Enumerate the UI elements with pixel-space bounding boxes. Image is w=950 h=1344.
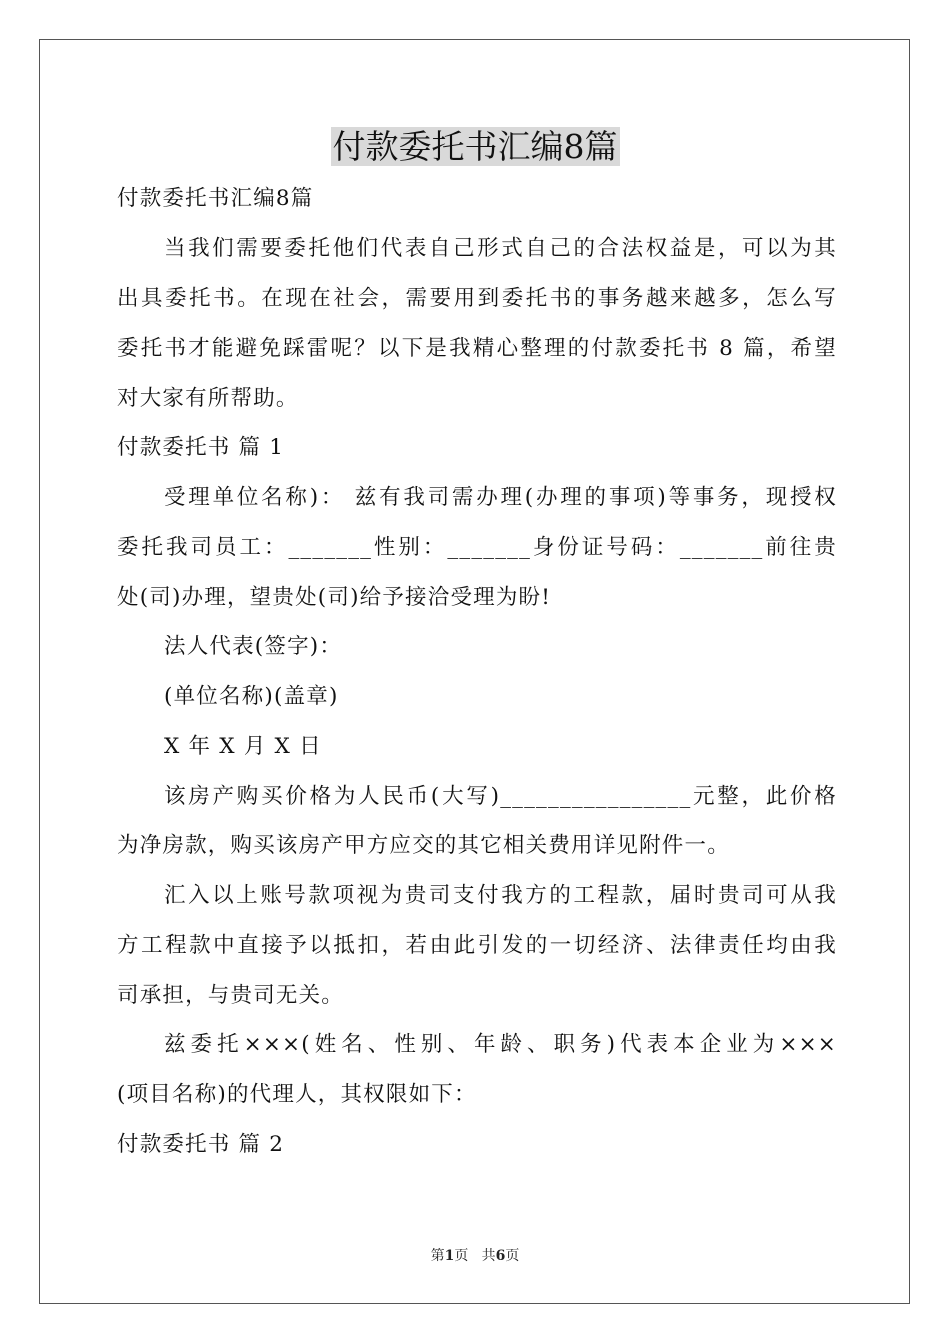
body-line: 兹委托×××(姓名、性别、年龄、职务)代表本企业为××× (164, 1032, 837, 1057)
section-heading-2: 付款委托书 篇 2 (117, 1132, 285, 1157)
body-line: 委托我司员工：_______性别：_______身份证号码：_______前往贵 (117, 535, 837, 560)
document-title (0, 125, 950, 169)
body-line: 汇入以上账号款项视为贵司支付我方的工程款，届时贵司可从我 (164, 883, 837, 908)
footer-prefix: 第 (430, 1248, 445, 1264)
footer-total-pages: 6 (495, 1248, 506, 1264)
body-line: 处(司)办理，望贵处(司)给予接洽受理为盼! (117, 585, 552, 610)
page-footer (0, 1246, 950, 1266)
footer-total-unit: 页 (505, 1248, 520, 1264)
intro-line-2: 出具委托书。在现在社会，需要用到委托书的事务越来越多，怎么写 (117, 286, 837, 311)
subtitle-line: 付款委托书汇编8篇 (117, 186, 314, 211)
intro-line-3: 委托书才能避免踩雷呢？以下是我精心整理的付款委托书 8 篇，希望 (117, 336, 837, 361)
seal-line: (单位名称)(盖章) (164, 684, 339, 709)
intro-line-1: 当我们需要委托他们代表自己形式自己的合法权益是，可以为其 (164, 236, 837, 261)
body-line: 方工程款中直接予以抵扣，若由此引发的一切经济、法律责任均由我 (117, 933, 837, 958)
body-line: (项目名称)的代理人，其权限如下： (117, 1082, 477, 1107)
body-line: 受理单位名称)： 兹有我司需办理(办理的事项)等事务，现授权 (164, 485, 837, 510)
section-heading-1: 付款委托书 篇 1 (117, 435, 285, 460)
intro-line-4: 对大家有所帮助。 (117, 386, 299, 411)
body-line: 该房产购买价格为人民币(大写)________________元整，此价格 (164, 784, 837, 809)
date-line: X 年 X 月 X 日 (164, 734, 322, 759)
body-line: 为净房款，购买该房产甲方应交的其它相关费用详见附件一。 (117, 833, 730, 858)
page-border (39, 39, 910, 1304)
footer-page-number: 1 (444, 1248, 455, 1264)
body-line: 司承担，与贵司无关。 (117, 983, 345, 1008)
signature-line: 法人代表(签字)： (164, 634, 343, 659)
document-title-text: 付款委托书汇编8篇 (332, 127, 618, 166)
footer-page-unit: 页 (454, 1248, 469, 1264)
footer-total-prefix: 共 (481, 1248, 496, 1264)
